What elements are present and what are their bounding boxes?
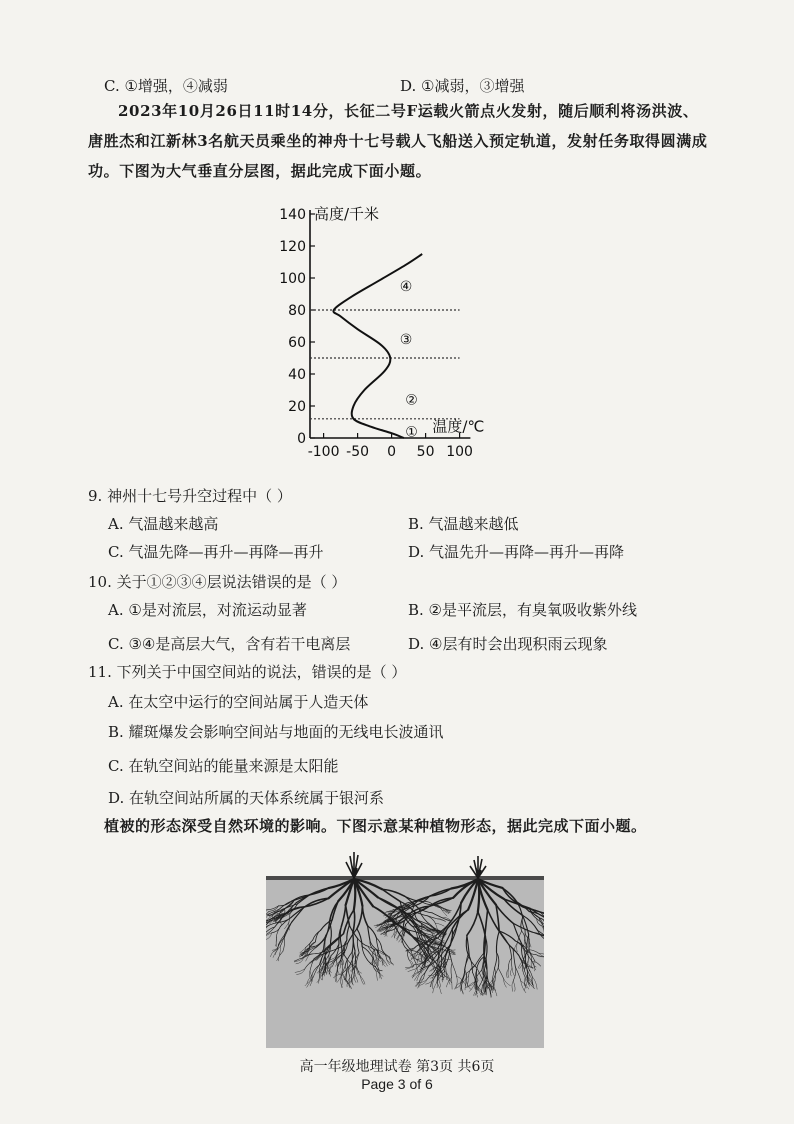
page-indicator: Page 3 of 6 <box>361 1076 433 1092</box>
y-tick-label: 40 <box>288 367 306 383</box>
y-tick-label: 120 <box>279 239 306 255</box>
y-tick-label: 100 <box>279 271 306 287</box>
q10-option-a: A. ①是对流层，对流运动显著 <box>108 601 307 619</box>
q11-option-d: D. 在轨空间站所属的天体系统属于银河系 <box>108 789 385 807</box>
x-tick-label: 50 <box>416 444 435 460</box>
y-tick-label: 80 <box>288 303 306 319</box>
y-axis-label: 高度/千米 <box>314 205 380 223</box>
layer-label: ② <box>405 392 418 409</box>
x-tick-label: 0 <box>387 444 397 460</box>
q8-option-c: C. ①增强，④减弱 <box>104 77 228 95</box>
ground-surface <box>266 876 544 880</box>
q10-option-b: B. ②是平流层，有臭氧吸收紫外线 <box>408 601 638 619</box>
plant-root-illustration <box>266 848 544 1048</box>
footer-title: 高一年级地理试卷 第3页 共6页 <box>299 1059 495 1075</box>
y-tick-label: 140 <box>279 207 306 223</box>
x-tick-label: -50 <box>346 444 370 460</box>
root-segment <box>478 879 479 912</box>
q11-option-c: C. 在轨空间站的能量来源是太阳能 <box>108 757 339 775</box>
plant-shoot-left <box>346 852 362 878</box>
q11-option-a: A. 在太空中运行的空间站属于人造天体 <box>108 693 369 711</box>
x-tick-label: 100 <box>446 444 473 460</box>
q10-stem: 10. 关于①②③④层说法错误的是（ ） <box>88 573 347 591</box>
layer-label: ③ <box>399 331 413 348</box>
q10-option-c: C. ③④是高层大气，含有若干电离层 <box>108 635 351 653</box>
layer-label: ④ <box>399 279 413 295</box>
soil-area <box>266 876 544 1048</box>
intro-paragraph-1 <box>88 96 708 186</box>
x-tick-label: -100 <box>307 444 340 460</box>
q11-stem: 11. 下列关于中国空间站的说法，错误的是（ ） <box>88 663 407 681</box>
q9-option-a: A. 气温越来越高 <box>108 515 219 533</box>
q11-option-b: B. 耀斑爆发会影响空间站与地面的无线电长波通讯 <box>108 723 444 741</box>
intro-text-2: 植被的形态深受自然环境的影响。下图示意某种植物形态，据此完成下面小题。 <box>104 817 647 835</box>
temperature-curve <box>333 254 422 438</box>
intro-text-1: 2023年10月26日11时14分，长征二号F运载火箭点火发射，随后顺利将汤洪波、唐胜杰和江新林3名航天员乘坐的神舟十七号载人飞船送入预定轨道，发射任务取得圆满成功。下图为大气垂直分层图，据此完成下面小题。 <box>88 102 708 180</box>
y-tick-label: 60 <box>288 335 306 351</box>
x-axis-label: 温度/℃ <box>432 417 485 436</box>
q9-stem: 9. 神州十七号升空过程中（ ） <box>88 487 292 505</box>
q9-option-b: B. 气温越来越低 <box>408 515 519 533</box>
y-tick-label: 20 <box>288 399 306 415</box>
y-tick-label: 0 <box>297 431 306 447</box>
q8-option-d: D. ①减弱，③增强 <box>400 77 525 95</box>
q9-option-c: C. 气温先降—再升—再降—再升 <box>108 543 324 561</box>
q9-option-d: D. 气温先升—再降—再升—再降 <box>408 543 625 561</box>
q10-option-d: D. ④层有时会出现积雨云现象 <box>408 635 608 653</box>
layer-label: ① <box>405 424 418 441</box>
plant-shoot-right <box>470 856 486 878</box>
